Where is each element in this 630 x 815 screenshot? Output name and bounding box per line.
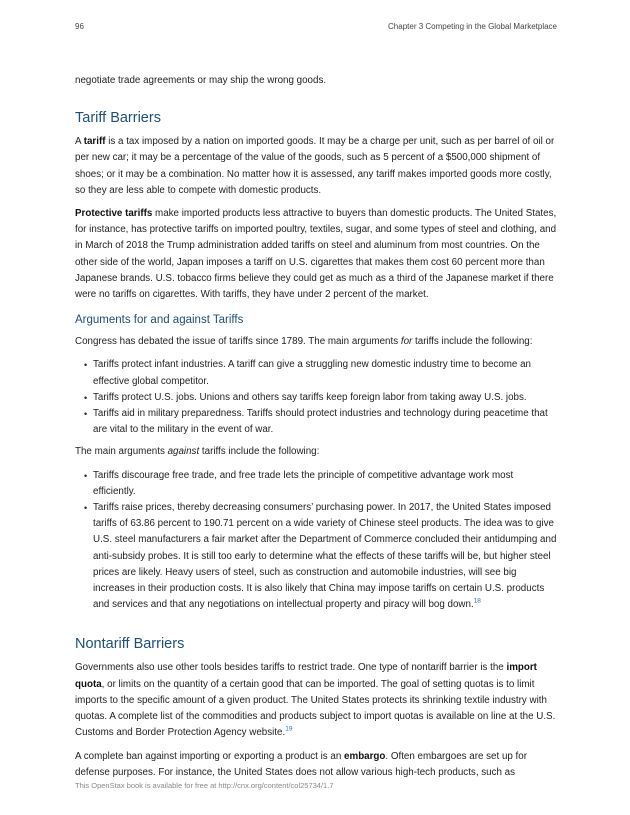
paragraph-tariff-definition: A tariff is a tax imposed by a nation on imported goods. It may be a charge per unit, such as per barrel of oil or per new car; it may be a percentage of the value of the goods, such as 5 percent of a $500,000 shipment of shoes; or it may be a combination. No matter how it is assessed, any tariff makes imported goods more costly, so they are less able to compete with domestic products. (75, 136, 555, 196)
term-import-quota: import quota (75, 662, 537, 690)
list-arguments-for (75, 357, 557, 438)
list-arguments-against (75, 468, 557, 614)
heading-arguments: Arguments for and against Tariffs (75, 314, 244, 327)
heading-nontariff-barriers: Nontariff Barriers (75, 636, 185, 653)
term-protective-tariffs: Protective tariffs (75, 208, 153, 220)
chapter-title: Chapter 3 Competing in the Global Marketplace (388, 22, 557, 31)
paragraph-embargo: A complete ban against importing or exporting a product is an embargo. Often embargoes are set up for defense purposes. For instance, the United States does not allow various high-tech products, such as (75, 750, 527, 778)
intro-line: negotiate trade agreements or may ship the wrong goods. (75, 75, 327, 86)
paragraph-import-quota: Governments also use other tools besides tariffs to restrict trade. One type of nontariff barrier is the import quota, or limits on the quantity of a certain good that can be imported. The goal of setting quotas is to limit imports to the specific amount of a given product. The United States protects its shrinking textile industry with quotas. A complete list of the commodities and products subject to import quotas is available on line at the U.S. Customs and Border Protection Agency website.$^{19}$ (75, 662, 556, 739)
page-number: 96 (75, 22, 84, 31)
list-item: • Tariffs raise prices, thereby decreasing consumers’ purchasing power. In 2017, the United States imposed tariffs of 63.86 percent to 190.71 percent on a wide variety of Chinese steel products. The idea was to give U.S. steel manufacturers a fair market after the Department of Commerce concluded their antidumping and anti-subsidy probes. It is still too early to determine what the effects of these tariffs will be, but higher steel prices are likely. Heavy users of steel, such as construction and automobile industries, will see big increases in their production costs. It is also likely that China may impose tariffs on certain U.S. products and services and that any negotiations on intellectual property and piracy will bog down.$^{18}$ (75, 500, 557, 613)
list-item: • Tariffs protect infant industries. A tariff can give a struggling new domestic industry time to become an effective global competitor. (75, 357, 557, 389)
list-item: • Tariffs discourage free trade, and free trade lets the principle of competitive advantage work most efficiently. (75, 468, 557, 500)
list-item: • Tariffs aid in military preparedness. Tariffs should protect industries and technology during peacetime that are vital to the military in the event of war. (75, 406, 557, 438)
page-body (75, 73, 557, 788)
term-embargo: embargo (344, 750, 386, 762)
term-tariff: tariff (83, 136, 106, 148)
page-header (75, 22, 557, 34)
footnote-ref-18[interactable]: 18 (473, 598, 481, 606)
list-item: • Tariffs protect U.S. jobs. Unions and others say tariffs keep foreign labor from taking away U.S. jobs. (75, 390, 557, 406)
footnote-ref-19[interactable]: 19 (285, 726, 293, 734)
paragraph-arguments-against-intro: The main arguments against tariffs include the following: (75, 446, 320, 458)
heading-tariff-barriers: Tariff Barriers (75, 110, 161, 127)
page-footer: This OpenStax book is available for free at http://cnx.org/content/col25734/1.7 (75, 781, 334, 790)
paragraph-arguments-for-intro: Congress has debated the issue of tariffs since 1789. The main arguments for tariffs include the following: (75, 336, 533, 348)
paragraph-protective-tariffs: Protective tariffs make imported products less attractive to buyers than domestic products. The United States, for instance, has protective tariffs on imported poultry, textiles, sugar, and some types of steel and clothing, and in March of 2018 the Trump administration added tariffs on steel and aluminum from most countries. On the other side of the world, Japan imposes a tariff on U.S. cigarettes that makes them cost 60 percent more than Japanese brands. U.S. tobacco firms believe they could get as much as a third of the Japanese market if there were no tariffs on cigarettes. With tariffs, they have under 2 percent of the market. (75, 208, 557, 301)
